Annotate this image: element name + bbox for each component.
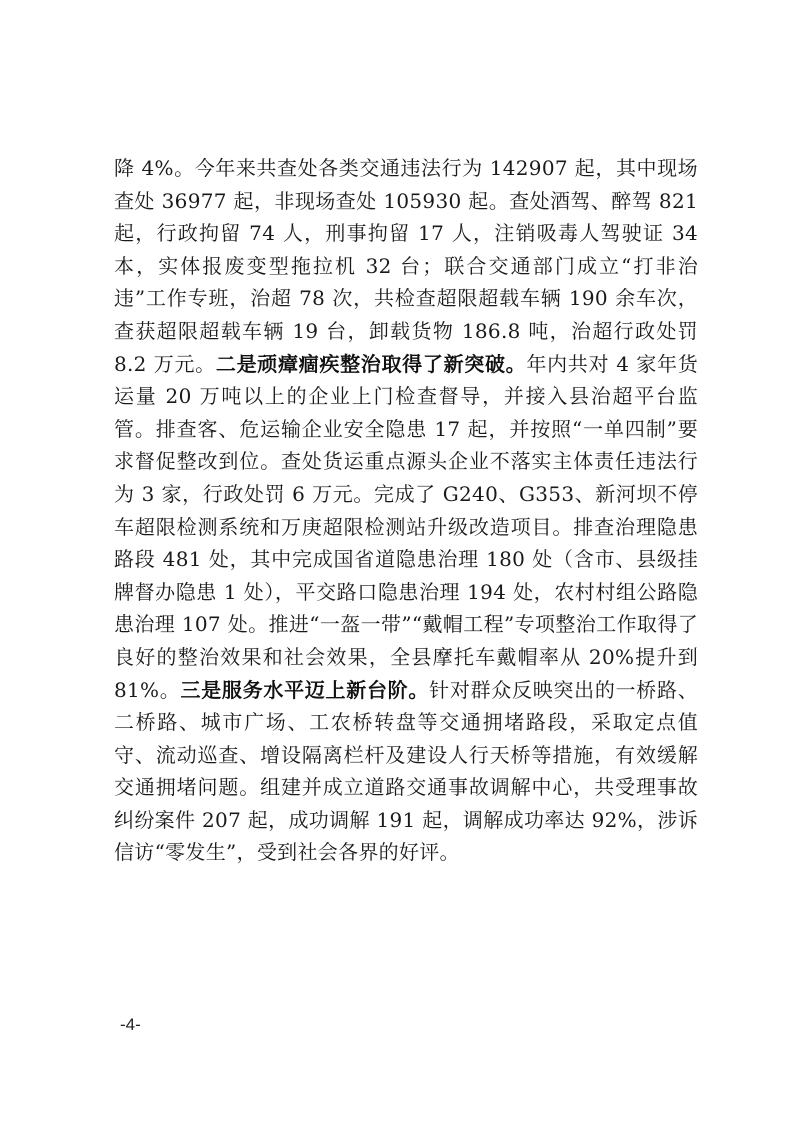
body-paragraph: [114, 152, 698, 869]
paragraph-segment-1: 降 4%。今年来共查处各类交通违法行为 142907 起，其中现场查处 36977 起，非现场查处 105930 起。查处酒驾、醉驾 821 起，行政拘留 74 人，刑事拘留 17 人，注销吸毒人驾驶证 34 本，实体报废变型拖拉机 32 台；联合交通部门成立“打非治违”工作专班，治超 78 次，共检查超限超载车辆 190 余车次，查获超限超载车辆 19 台，卸载货物 186.8 吨，治超行政处罚 8.2 万元。: [114, 156, 698, 376]
paragraph-segment-3: 针对群众反映突出的一桥路、二桥路、城市广场、工农桥转盘等交通拥堵路段，采取定点值守、流动巡查、增设隔离栏杆及建设人行天桥等措施，有效缓解交通拥堵问题。组建并成立道路交通事故调解中心，共受理事故纠纷案件 207 起，成功调解 191 起，调解成功率达 92%，涉诉信访“零发生”，受到社会各界的好评。: [114, 677, 699, 865]
heading-breakthrough: 二是顽瘴痼疾整治取得了新突破。: [215, 351, 527, 376]
paragraph-segment-2: 年内共对 4 家年货运量 20 万吨以上的企业上门检查督导，并接入县治超平台监管。排查客、危运输企业安全隐患 17 起，并按照“一单四制”要求督促整改到位。查处货运重点源头企业不落实主体责任违法行为 3 家，行政处罚 6 万元。完成了 G240、G353、新河坝不停车超限检测系统和万庚超限检测站升级改造项目。排查治理隐患路段 481 处，其中完成国省道隐患治理 180 处（含市、县级挂牌督办隐患 1 处），平交路口隐患治理 194 处，农村村组公路隐患治理 107 处。推进“一盔一带”“戴帽工程”专项整治工作取得了良好的整治效果和社会效果，全县摩托车戴帽率从 20%提升到 81%。: [114, 351, 699, 702]
heading-service-level: 三是服务水平迈上新台阶。: [180, 677, 430, 702]
page-number: -4-: [120, 1015, 141, 1034]
